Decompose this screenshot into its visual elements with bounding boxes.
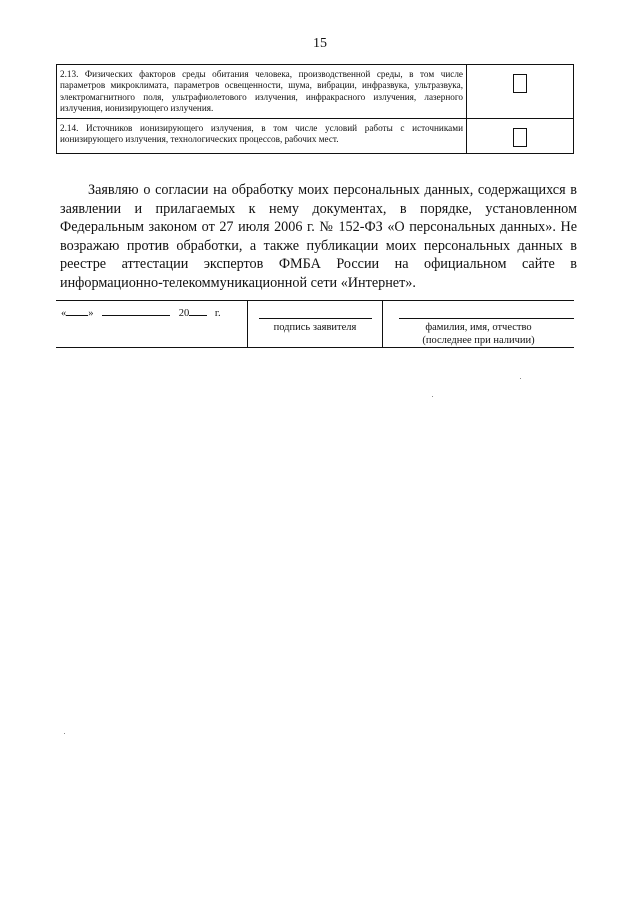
consent-paragraph: Заявляю о согласии на обработку моих персональных данных, содержащихся в заявлении и прилагаемых к нему документах, в порядке, установленном Федеральным законом от 27 июля 2006 г. № 152-ФЗ «О персональных данных». Не возражаю против обработки, а также публикации моих персональных данных в реестре аттестации экспертов ФМБА России на официальном сайте в информационно-телекоммуникационной сети «Интернет».: [60, 182, 577, 291]
checklist-table: [56, 64, 574, 154]
item-text: 2.13. Физических факторов среды обитания человека, производственной среды, в том числе параметров микроклимата, параметров освещенности, шума, вибрации, инфразвука, ультразвука, электромагнитного поля, ультрафиолетового излучения, инфракрасного излучения, лазерного излучения, ионизирующего излучения.: [57, 65, 467, 119]
scan-speck: [64, 733, 65, 734]
day-blank[interactable]: [66, 306, 88, 316]
full-name-caption-label: фамилия, имя, отчество: [425, 322, 532, 333]
signature-caption: подпись заявителя: [273, 322, 357, 333]
month-blank[interactable]: [102, 306, 170, 316]
page-number: 15: [313, 36, 327, 51]
year-blank[interactable]: [189, 306, 207, 316]
checklist-row: [57, 65, 574, 119]
checkbox-item-2-13[interactable]: [513, 74, 527, 93]
quote-close: »: [88, 308, 94, 319]
signature-block: [56, 300, 574, 348]
full-name-caption: [383, 322, 574, 347]
item-text: 2.14. Источников ионизирующего излучения, в том числе условий работы с источниками ионизирующего излучения, технологических процессов, рабочих мест.: [57, 118, 467, 153]
checkbox-item-2-14[interactable]: [513, 128, 527, 147]
scan-speck: [432, 396, 433, 397]
full-name-line[interactable]: [399, 318, 574, 319]
checkbox-cell: [467, 118, 574, 153]
year-suffix: г.: [214, 308, 221, 319]
year-prefix: 20: [178, 308, 190, 319]
date-field[interactable]: [61, 306, 221, 319]
checklist-row: [57, 118, 574, 153]
quote-open: «: [61, 308, 67, 319]
scan-speck: [520, 378, 521, 379]
signature-line[interactable]: [259, 318, 372, 319]
checkbox-cell: [467, 65, 574, 119]
full-name-caption-note: (последнее при наличии): [422, 334, 535, 346]
